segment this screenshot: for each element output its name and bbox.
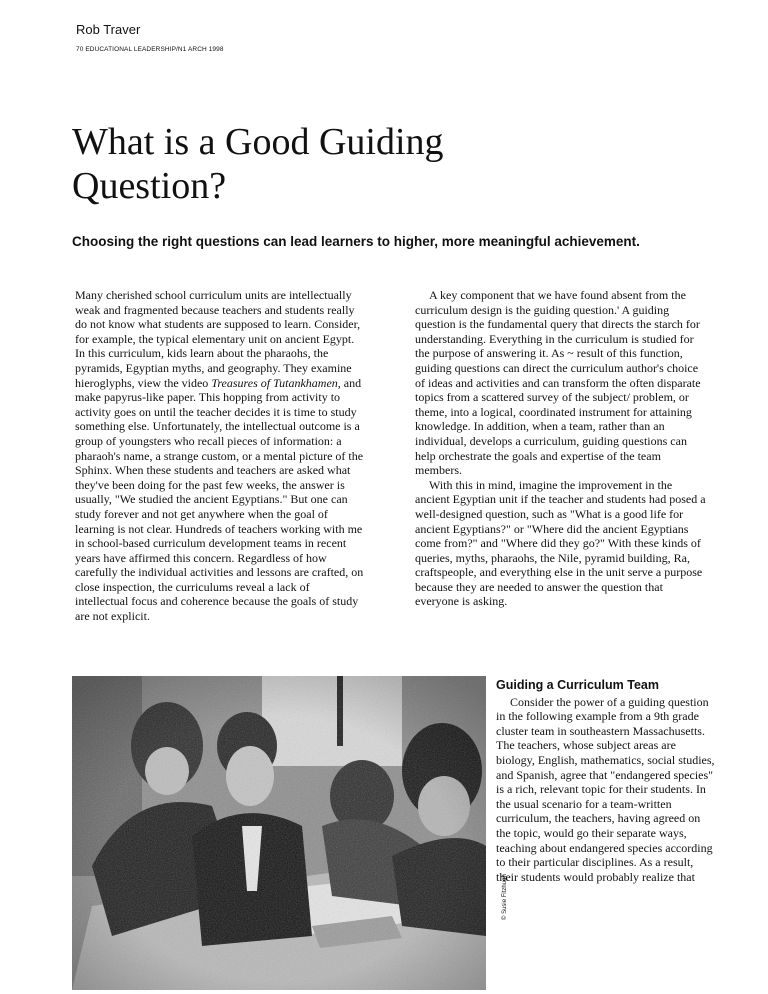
classroom-photo [72, 676, 486, 990]
col3-paragraph-1: Consider the power of a guiding question in the following example from a 9th grade cluster team in southeastern Massachusetts. The teachers, whose subject areas are biology, English, mathematics, social studies, and Spanish, agree that "endangered species" is a rich, relevant topic for their students. In the usual scenario for a team-written curriculum, the teachers, having agreed on the topic, would go their separate ways, teaching about endangered species according to their particular disciplines. As a result, their students would probably realize that [496, 694, 715, 884]
video-title: Treasures of Tutankhamen, [211, 375, 341, 390]
column-2 [415, 288, 707, 609]
col1-text-b: and make papyrus-like paper. This hopping from activity to activity goes on until the teacher decides it is time to study something else. Unfortunately, the intellectual outcome is a group of youngsters who recall pieces of information: a pharaoh's name, a strange custom, or a mental picture of the Sphinx. When these students and teachers are asked what they've been doing for the past few weeks, the answer is usually, "We studied the ancient Egyptians." But one can study forever and not get anywhere when the goal of learning is not clear. Hundreds of teachers working with me in school-based curriculum development teams in recent years have affirmed this concern. Regardless of how carefully the individual activities and lessons are crafted, on close inspection, the curriculums reveal a lack of intellectual focus and coherence because the goals of study are not explicit. [75, 375, 364, 624]
page-folio: 70 EDUCATIONAL LEADERSHIP/N1 ARCH 1998 [76, 46, 224, 53]
col1-paragraph-1 [75, 288, 365, 624]
column-1 [75, 288, 365, 624]
col2-paragraph-1: A key component that we have found absent from the curriculum design is the guiding question.' A guiding question is the fundamental query that directs the starch for understanding. Everything in the curriculum is studied for the purpose of answering it. As ~ result of this function, guiding questions can direct the curriculum author's choice of ideas and activities and can transform the often disparate topics from a scattered survey of the subject/ problem, or theme, into a logical, coordinated instrument for attaining knowledge. In addition, when a team, rather than an individual, develops a curriculum, guiding questions can help orchestrate the goals and expertise of the team members. [415, 288, 701, 478]
article-subtitle: Choosing the right questions can lead learners to higher, more meaningful achievement. [72, 234, 640, 249]
author-name: Rob Traver [76, 22, 141, 37]
col2-paragraph-2: With this in mind, imagine the improvement in the ancient Egyptian unit if the teacher and students had posed a well-designed question, such as "What is a good life for ancient Egyptians?" or "Where did the ancient Egyptians come from?" and "Where did they go?" With these kinds of queries, myths, pharaohs, the Nile, pyramid building, Ra, craftspeople, and everything else in the unit serve a purpose because they are needed to answer the question that everyone is asking. [415, 477, 706, 609]
section-heading: Guiding a Curriculum Team [496, 678, 659, 692]
column-3 [496, 678, 716, 884]
article-title: What is a Good Guiding Question? [72, 121, 444, 207]
photo-credit: © Susie Fitzhugh [502, 874, 508, 920]
col1-text-a: Many cherished school curriculum units are intellectually weak and fragmented because teachers and students really do not know what students are supposed to learn. Consider, for example, the typical elementary unit on ancient Egypt. In this curriculum, kids learn about the pharaohs, the pyramids, Egyptian myths, and geography. They examine hieroglyphs, view the video [75, 288, 361, 390]
